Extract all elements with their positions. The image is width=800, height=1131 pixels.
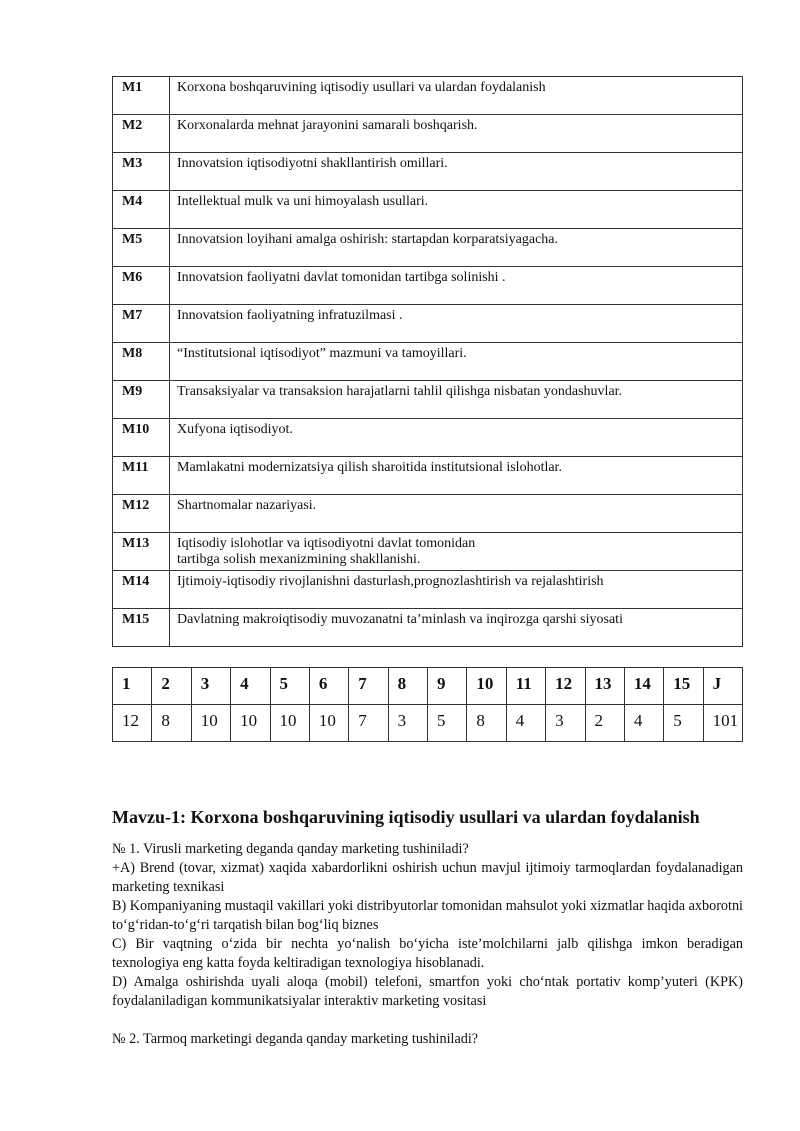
- module-title: Ijtimoiy-iqtisodiy rivojlanishni dasturlash,prognozlashtirish va rejalashtirish: [170, 571, 743, 609]
- module-code: M1: [113, 77, 170, 115]
- counts-header-cell: 11: [506, 668, 545, 705]
- table-row: [113, 609, 743, 647]
- module-title: “Institutsional iqtisodiyot” mazmuni va tamoyillari.: [170, 343, 743, 381]
- module-title: Transaksiyalar va transaksion harajatlarni tahlil qilishga nisbatan yondashuvlar.: [170, 381, 743, 419]
- table-row: [113, 571, 743, 609]
- module-code: M3: [113, 153, 170, 191]
- module-code: M2: [113, 115, 170, 153]
- module-code: M13: [113, 533, 170, 571]
- answer-option: C) Bir vaqtning o‘zida bir nechta yo‘nalish bo‘yicha iste’molchilarni jalb qilishga imkon beradigan texnologiya eng katta foyda keltiradigan texnologiya hisoblanadi.: [112, 936, 743, 971]
- module-code: M10: [113, 419, 170, 457]
- modules-table: [112, 76, 743, 647]
- module-title: [170, 533, 743, 571]
- counts-header-cell: J: [703, 668, 742, 705]
- counts-header-cell: 15: [664, 668, 703, 705]
- module-code: M14: [113, 571, 170, 609]
- module-title: Innovatsion faoliyatni davlat tomonidan tartibga solinishi .: [170, 267, 743, 305]
- counts-header-cell: 14: [624, 668, 663, 705]
- counts-value-cell: 5: [428, 705, 467, 742]
- module-code: M12: [113, 495, 170, 533]
- counts-value-cell: 10: [270, 705, 309, 742]
- table-row: [113, 495, 743, 533]
- module-title-line: Iqtisodiy islohotlar va iqtisodiyotni davlat tomonidan: [177, 536, 476, 551]
- module-code: M7: [113, 305, 170, 343]
- module-code: M8: [113, 343, 170, 381]
- counts-value-cell: 8: [467, 705, 506, 742]
- counts-value-cell: 8: [152, 705, 191, 742]
- counts-value-cell: 10: [309, 705, 348, 742]
- counts-table: [112, 667, 743, 742]
- table-row: [113, 305, 743, 343]
- table-row: [113, 343, 743, 381]
- counts-header-cell: 9: [428, 668, 467, 705]
- counts-header-cell: 3: [191, 668, 230, 705]
- module-title: Shartnomalar nazariyasi.: [170, 495, 743, 533]
- questions-block: [112, 840, 743, 1049]
- counts-value-cell: 101: [703, 705, 742, 742]
- counts-value-cell: 3: [388, 705, 427, 742]
- counts-header-cell: 1: [113, 668, 152, 705]
- module-code: M15: [113, 609, 170, 647]
- question-prompt: № 1. Virusli marketing deganda qanday marketing tushiniladi?: [112, 841, 469, 857]
- table-row: [113, 533, 743, 571]
- counts-value-cell: 4: [506, 705, 545, 742]
- counts-value-cell: 12: [113, 705, 152, 742]
- module-code: M4: [113, 191, 170, 229]
- counts-value-cell: 7: [349, 705, 388, 742]
- counts-header-cell: 8: [388, 668, 427, 705]
- module-title: Davlatning makroiqtisodiy muvozanatni ta’minlash va inqirozga qarshi siyosati: [170, 609, 743, 647]
- module-title-line: tartibga solish mexanizmining shakllanishi.: [177, 552, 421, 567]
- module-code: M9: [113, 381, 170, 419]
- module-title: Mamlakatni modernizatsiya qilish sharoitida institutsional islohotlar.: [170, 457, 743, 495]
- answer-option: B) Kompaniyaning mustaqil vakillari yoki distribyutorlar tomonidan mahsulot yoki xizmatlar haqida axborotni to‘g‘ridan-to‘g‘ri tarqatish bilan bog‘liq biznes: [112, 898, 743, 933]
- section-heading: Mavzu-1: Korxona boshqaruvining iqtisodiy usullari va ulardan foydalanish: [112, 807, 700, 827]
- counts-value-cell: 3: [546, 705, 585, 742]
- counts-header-cell: 13: [585, 668, 624, 705]
- counts-value-row: [113, 705, 743, 742]
- counts-header-cell: 2: [152, 668, 191, 705]
- module-code: M6: [113, 267, 170, 305]
- module-code: M11: [113, 457, 170, 495]
- table-row: [113, 153, 743, 191]
- table-row: [113, 229, 743, 267]
- counts-value-cell: 5: [664, 705, 703, 742]
- counts-header-cell: 6: [309, 668, 348, 705]
- counts-header-cell: 7: [349, 668, 388, 705]
- table-row: [113, 419, 743, 457]
- counts-header-row: [113, 668, 743, 705]
- module-title: Korxonalarda mehnat jarayonini samarali boshqarish.: [170, 115, 743, 153]
- counts-header-cell: 12: [546, 668, 585, 705]
- module-title: Korxona boshqaruvining iqtisodiy usullari va ulardan foydalanish: [170, 77, 743, 115]
- counts-header-cell: 4: [231, 668, 270, 705]
- answer-option: +A) Brend (tovar, xizmat) xaqida xabardorlikni oshirish uchun mavjul ijtimoiy tarmoqlardan foydalanadigan marketing texnikasi: [112, 860, 743, 895]
- counts-header-cell: 10: [467, 668, 506, 705]
- module-title: Xufyona iqtisodiyot.: [170, 419, 743, 457]
- counts-value-cell: 2: [585, 705, 624, 742]
- module-title: Intellektual mulk va uni himoyalash usullari.: [170, 191, 743, 229]
- module-title: Innovatsion loyihani amalga oshirish: startapdan korparatsiyagacha.: [170, 229, 743, 267]
- answer-option: D) Amalga oshirishda uyali aloqa (mobil) telefoni, smartfon yoki cho‘ntak portativ komp’yuteri (KPK) foydalaniladigan kommunikatsiyalar interaktiv marketing vositasi: [112, 974, 743, 1009]
- table-row: [113, 457, 743, 495]
- table-row: [113, 381, 743, 419]
- question-prompt: № 2. Tarmoq marketingi deganda qanday marketing tushiniladi?: [112, 1031, 479, 1047]
- table-row: [113, 267, 743, 305]
- table-row: [113, 191, 743, 229]
- counts-value-cell: 10: [191, 705, 230, 742]
- module-title: Innovatsion faoliyatning infratuzilmasi .: [170, 305, 743, 343]
- counts-value-cell: 10: [231, 705, 270, 742]
- table-row: [113, 115, 743, 153]
- table-row: [113, 77, 743, 115]
- module-title: Innovatsion iqtisodiyotni shakllantirish omillari.: [170, 153, 743, 191]
- counts-header-cell: 5: [270, 668, 309, 705]
- counts-value-cell: 4: [624, 705, 663, 742]
- module-code: M5: [113, 229, 170, 267]
